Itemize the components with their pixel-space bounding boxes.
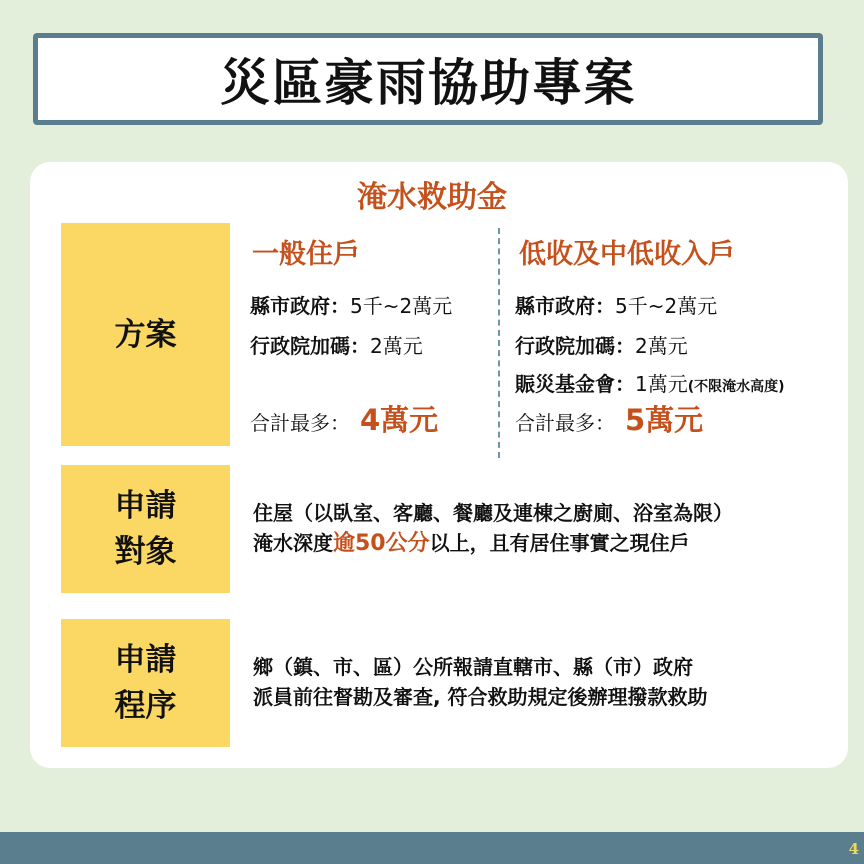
procedure-label-line1: 申請 (114, 642, 177, 678)
general-line2-label: 行政院加碼： (250, 334, 370, 358)
general-total (250, 398, 438, 439)
target-label-line2: 對象 (114, 534, 177, 570)
lowincome-line3-value: 1萬元 (635, 372, 688, 396)
procedure-line2: 派員前往督勘及審查, 符合救助規定後辦理撥款救助 (253, 685, 708, 709)
target-line2-post: 以上，且有居住事實之現住戶 (429, 531, 690, 555)
column-divider (498, 228, 500, 458)
target-line2-pre: 淹水深度 (253, 531, 333, 555)
page-number: 4 (848, 840, 859, 858)
procedure-line1: 鄉（鎮、市、區）公所報請直轄市、縣（市）政府 (253, 655, 693, 679)
general-total-label: 合計最多： (250, 411, 350, 435)
procedure-label-line2: 程序 (114, 688, 177, 724)
general-total-value: 4萬元 (360, 403, 439, 437)
target-line2-highlight: 逾50公分 (333, 531, 430, 556)
procedure-label (61, 619, 230, 747)
target-line2 (253, 528, 733, 559)
footer-bar (0, 832, 864, 864)
general-line1-value: 5千~2萬元 (350, 294, 453, 318)
lowincome-line1-value: 5千~2萬元 (615, 294, 718, 318)
target-label-line1: 申請 (114, 488, 177, 524)
plan-label-text: 方案 (114, 316, 177, 353)
lowincome-total-value: 5萬元 (625, 403, 704, 437)
lowincome-heading: 低收及中低收入戶 (519, 239, 735, 270)
card-heading: 淹水救助金 (357, 180, 507, 215)
lowincome-line1 (515, 290, 717, 319)
general-line2-value: 2萬元 (370, 334, 423, 358)
lowincome-line3 (515, 368, 785, 397)
general-line1 (250, 290, 452, 319)
lowincome-line2-value: 2萬元 (635, 334, 688, 358)
title-frame (33, 33, 823, 125)
lowincome-line2-label: 行政院加碼： (515, 334, 635, 358)
lowincome-line1-label: 縣市政府： (515, 294, 615, 318)
procedure-text (253, 652, 708, 712)
general-line1-label: 縣市政府： (250, 294, 350, 318)
lowincome-line3-label: 賑災基金會： (515, 372, 635, 396)
page-title: 災區豪雨協助專案 (220, 54, 636, 112)
target-line1: 住屋（以臥室、客廳、餐廳及連棟之廚廁、浴室為限） (253, 501, 733, 525)
target-label (61, 465, 230, 593)
general-heading: 一般住戶 (252, 239, 360, 270)
plan-label (61, 223, 230, 446)
lowincome-total (515, 398, 703, 439)
lowincome-total-label: 合計最多： (515, 411, 615, 435)
lowincome-line2 (515, 330, 688, 359)
general-line2 (250, 330, 423, 359)
target-text (253, 498, 733, 559)
lowincome-line3-note: (不限淹水高度) (687, 379, 785, 395)
